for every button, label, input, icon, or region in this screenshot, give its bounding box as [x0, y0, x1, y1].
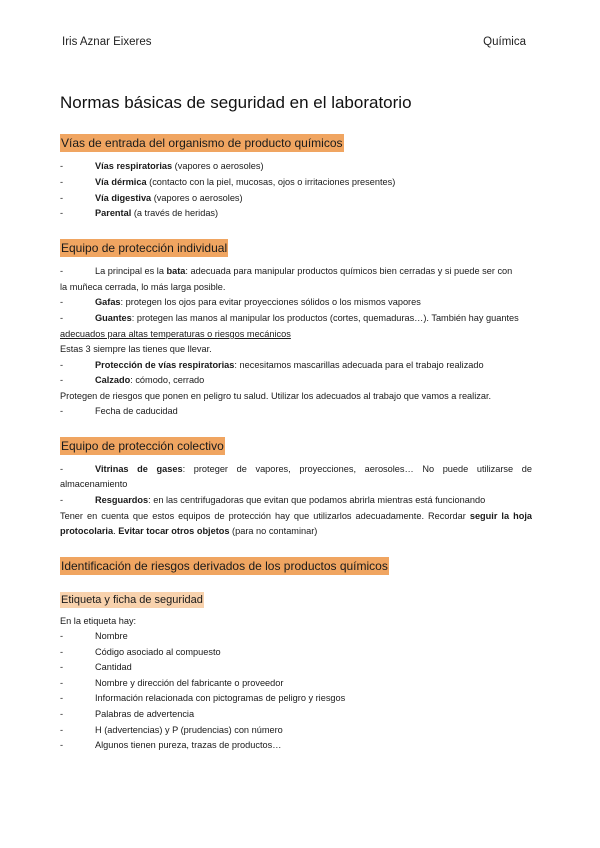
header-author: Iris Aznar Eixeres: [62, 36, 152, 48]
item-term: Parental: [95, 208, 132, 218]
list-dash: -: [60, 495, 64, 505]
item-term: Vías respiratorias: [95, 161, 173, 171]
paragraph-note: Estas 3 siempre las tienes que llevar.: [60, 344, 212, 354]
section-heading-riesgos-quimicos: Identificación de riesgos derivados de los productos químicos: [61, 559, 388, 573]
section-heading-proteccion-individual: Equipo de protección individual: [61, 241, 228, 255]
section-heading-proteccion-colectivo: Equipo de protección colectivo: [61, 439, 224, 453]
item-text: Fecha de caducidad: [95, 406, 178, 416]
list-dash: -: [60, 266, 64, 276]
subheading-etiqueta-ficha: Etiqueta y ficha de seguridad: [61, 594, 203, 606]
list-dash: -: [60, 406, 64, 416]
list-dash: -: [60, 709, 64, 719]
item-text: Nombre y dirección del fabricante o proveedor: [95, 678, 284, 688]
item-text: Código asociado al compuesto: [95, 647, 221, 657]
item-term: Protección de vías respiratorias: [95, 360, 235, 370]
item-text: : adecuada para manipular productos químicos bien cerradas y si puede ser con: [185, 266, 513, 276]
item-term: Vitrinas de gases: [95, 464, 183, 474]
list-item: [60, 737, 532, 753]
item-text: Palabras de advertencia: [95, 709, 195, 719]
item-text: : protegen las manos al manipular los productos (cortes, quemaduras…). También hay guantes: [131, 313, 519, 323]
note-text: (para no contaminar): [229, 526, 318, 536]
item-text: H (advertencias) y P (prudencias) con número: [95, 725, 283, 735]
list-item-resguardos: [60, 492, 532, 508]
list-dash: -: [60, 647, 64, 657]
list-dash: -: [60, 161, 64, 171]
item-text: : en las centrifugadoras que evitan que podamos abrirla mientras está funcionando: [148, 495, 486, 505]
list-dash: -: [60, 297, 64, 307]
list-item: [60, 644, 532, 660]
list-item-fecha: [60, 403, 532, 419]
item-term: Gafas: [95, 297, 121, 307]
item-text: (contacto con la piel, mucosas, ojos o irritaciones presentes): [146, 177, 396, 187]
note-text: Tener en cuenta que estos equipos de protección hay que utilizarlos adecuadamente. Recordar: [60, 511, 470, 521]
list-item: [60, 659, 532, 675]
note-text: .: [113, 526, 119, 536]
item-continuation: almacenamiento: [60, 479, 128, 489]
list-dash: -: [60, 693, 64, 703]
item-text: : cómodo, cerrado: [130, 375, 205, 385]
list-item: [60, 174, 532, 190]
list-dash: -: [60, 662, 64, 672]
list-dash: -: [60, 193, 64, 203]
list-dash: -: [60, 464, 64, 474]
list-dash: -: [60, 313, 64, 323]
note-emphasis: Evitar tocar otros objetos: [118, 526, 230, 536]
list-dash: -: [60, 631, 64, 641]
item-term: Guantes: [95, 313, 132, 323]
item-text: Nombre: [95, 631, 128, 641]
item-term: Vía dérmica: [95, 177, 147, 187]
list-item-vitrinas: [60, 461, 532, 477]
paragraph-note: Protegen de riesgos que ponen en peligro tu salud. Utilizar los adecuados al trabajo que vamos a realizar.: [60, 391, 492, 401]
list-item: [60, 628, 532, 644]
paragraph-note-cont: [60, 523, 532, 539]
list-item-calzado: [60, 372, 532, 388]
list-item: [60, 722, 532, 738]
item-text: Cantidad: [95, 662, 132, 672]
note-emphasis: seguir la hoja: [469, 511, 532, 521]
document-title: Normas básicas de seguridad en el laboratorio: [60, 93, 412, 112]
list-item: [60, 690, 532, 706]
list-dash: -: [60, 678, 64, 688]
list-dash: -: [60, 208, 64, 218]
list-dash: -: [60, 725, 64, 735]
item-text: (a través de heridas): [131, 208, 219, 218]
list-item-gafas: [60, 294, 532, 310]
note-emphasis: protocolaria: [60, 526, 114, 536]
list-dash: -: [60, 740, 64, 750]
item-text: Algunos tienen pureza, trazas de productos…: [95, 740, 282, 750]
paragraph-intro: En la etiqueta hay:: [60, 616, 137, 626]
item-term: bata: [166, 266, 186, 276]
list-dash: -: [60, 360, 64, 370]
item-text: : protegen los ojos para evitar proyecciones sólidos o los mismos vapores: [120, 297, 421, 307]
list-item-respiratorias: [60, 357, 532, 373]
section-heading-vias-entrada: Vías de entrada del organismo de producto químicos: [61, 136, 343, 150]
list-item-guantes: [60, 310, 532, 326]
list-item: [60, 190, 532, 206]
list-item: [60, 706, 532, 722]
page-header: [62, 36, 526, 52]
list-item: [60, 675, 532, 691]
header-subject: Química: [483, 36, 526, 48]
list-item: [60, 158, 532, 174]
item-text: (vapores o aerosoles): [151, 193, 243, 203]
list-dash: -: [60, 375, 64, 385]
list-item-bata: [60, 263, 532, 279]
item-term: Vía digestiva: [95, 193, 152, 203]
item-term: Calzado: [95, 375, 131, 385]
item-continuation: adecuados para altas temperaturas o riesgos mecánicos: [60, 329, 291, 339]
item-continuation: la muñeca cerrada, lo más larga posible.: [60, 282, 226, 292]
item-term: Resguardos: [95, 495, 149, 505]
list-dash: -: [60, 177, 64, 187]
paragraph-note: [60, 508, 532, 524]
list-item: [60, 205, 532, 221]
item-text: : proteger de vapores, proyecciones, aerosoles… No puede utilizarse de: [182, 464, 532, 474]
item-text: La principal es la: [95, 266, 167, 276]
item-text: : necesitamos mascarillas adecuada para el trabajo realizado: [234, 360, 484, 370]
item-text: (vapores o aerosoles): [172, 161, 264, 171]
item-text: Información relacionada con pictogramas de peligro y riesgos: [95, 693, 346, 703]
